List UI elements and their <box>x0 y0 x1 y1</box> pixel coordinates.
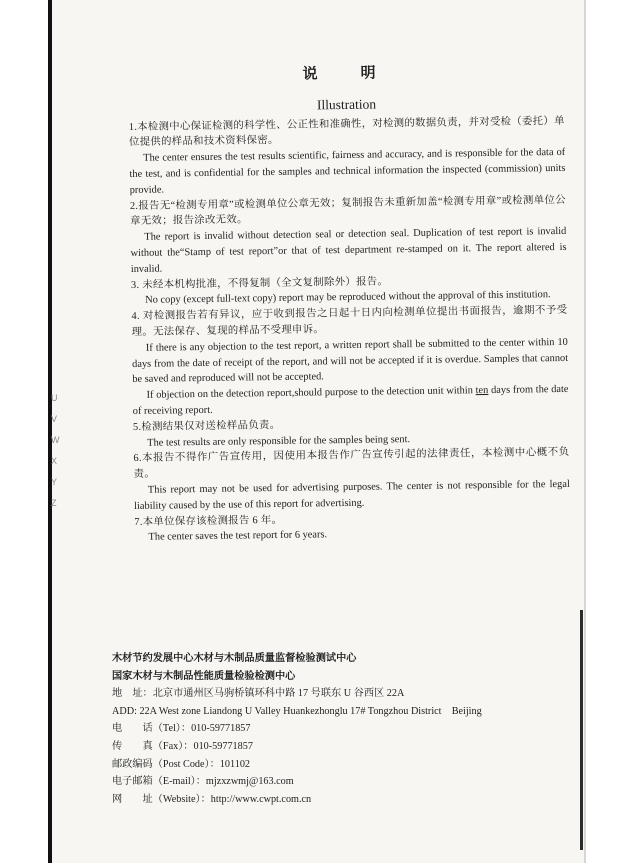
margin-marks <box>51 388 61 514</box>
item-4-en-extra-post: days from the date of receiving report. <box>132 384 569 417</box>
margin-mark: Y <box>51 477 58 487</box>
item-4-en: If there is any objection to the test report, a written report shall be submitted to the center within 10 days from the date of receipt of the report, and will not be accepted if it is overdue. Samples that cannot be saved and reproduced will not be accepted. <box>132 336 569 386</box>
org-name-1: 木材节约发展中心木材与木制品质量监督检验测试中心 <box>112 653 357 664</box>
postcode: 邮政编码（Post Code）：101102 <box>112 758 251 770</box>
item-4-cn: 4. 对检测报告若有异议，应于收到报告之日起十日内向检测单位提出书面报告，逾期不予受理。无法保存、复现的样品不受理申诉。 <box>131 305 568 338</box>
org-name-2: 国家木材与木制品性能质量检验检测中心 <box>112 670 296 682</box>
contact-footer <box>112 650 532 808</box>
margin-mark: X <box>51 456 58 466</box>
item-5-en: The test results are only responsible for the samples being sent. <box>147 433 411 449</box>
page-title-en: Illustration <box>316 96 377 113</box>
item-2-en: The report is invalid without detection seal or detection seal. Duplication of test report is invalid without the“Stamp of test report”or that of test department re-stamped on it. The report altered is invalid. <box>130 226 567 275</box>
item-4-en-extra-underlined: ten <box>475 385 489 397</box>
fax: 传 真（Fax）：010-59771857 <box>112 740 253 752</box>
item-6-cn: 6.本报告不得作广告宣传用，因使用本报告作广告宣传引起的法律责任，本检测中心概不负责。 <box>133 447 570 481</box>
email: 电子邮箱（E-mail）：mjzxzwmj@163.com <box>112 776 294 788</box>
illustration-section <box>128 64 571 546</box>
item-5-cn: 5.检测结果仅对送检样品负责。 <box>132 419 281 433</box>
item-2-cn: 2.报告无“检测专用章”或检测单位公章无效；复制报告未重新加盖“检测专用章”或检测单位公章无效；报告涂改无效。 <box>129 194 566 228</box>
page-title-cn: 说 明 <box>302 65 390 83</box>
item-7-cn: 7.本单位保存该检测报告 6 年。 <box>134 514 283 528</box>
margin-mark: Z <box>51 498 57 508</box>
page-right-edge <box>580 610 583 850</box>
address-cn: 地 址：北京市通州区马驹桥镇环科中路 17 号联东 U 谷西区 22A <box>112 688 405 700</box>
margin-mark: U <box>51 393 58 403</box>
telephone: 电 话（Tel）：010-59771857 <box>112 723 251 735</box>
website: 网 址（Website）：http://www.cwpt.com.cn <box>112 793 312 805</box>
item-4-en-extra-pre: If objection on the detection report,should purpose to the detection unit within <box>146 385 476 401</box>
item-7-en: The center saves the test report for 6 years. <box>148 529 328 544</box>
item-1-en: The center ensures the test results scientific, fairness and accuracy, and is responsible for the data of the test, and is confidential for the samples and technical information the inspected (commission) units provide. <box>129 147 566 196</box>
margin-mark: V <box>51 414 58 424</box>
item-3-cn: 3. 未经本机构批准，不得复制（全文复制除外）报告。 <box>130 275 389 291</box>
margin-mark: W <box>51 435 60 445</box>
address-en: ADD: 22A West zone Liandong U Valley Huankezhonglu 17# Tongzhou District Beijing <box>112 705 482 717</box>
item-3-en: No copy (except full-text copy) report may be reproduced without the approval of this institution. <box>145 289 551 307</box>
item-6-en: This report may not be used for advertising purposes. The center is not responsible for the legal liability caused by the use of this report for advertising. <box>134 478 570 512</box>
item-1-cn: 1.本检测中心保证检测的科学性、公正性和准确性，对检测的数据负责，并对受检（委托）单位提供的样品和技术资料保密。 <box>128 115 565 149</box>
